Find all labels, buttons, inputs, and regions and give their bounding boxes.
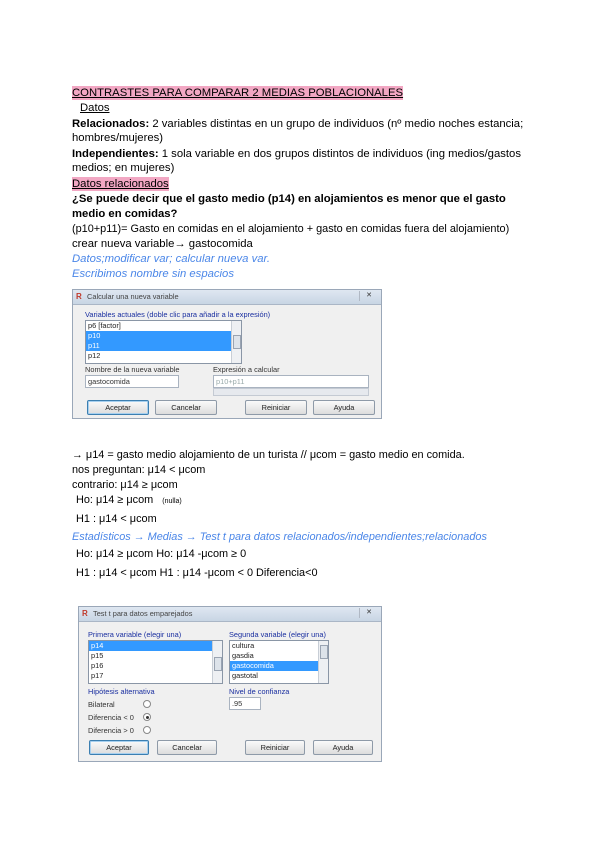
contrary-line: contrario: μ14 ≥ μcom [72,479,178,491]
list-item[interactable]: p6 [factor] [88,321,121,330]
current-vars-list[interactable] [85,320,242,364]
alt-option-bilateral-radio[interactable] [143,700,151,708]
compute-variable-dialog [72,289,382,419]
alt-option-greater-radio[interactable] [143,726,151,734]
second-variable-label: Segunda variable (elegir una) [229,630,326,639]
related-paragraph [72,117,523,131]
confidence-level-input[interactable]: .95 [229,697,261,710]
second-variable-list[interactable] [229,640,329,684]
dialog-title: Test t para datos emparejados [93,609,193,618]
list-item[interactable]: p10 [86,331,241,341]
h0-combined-line: Ho: μ14 ≥ μcom Ho: μ14 -μcom ≥ 0 [76,548,247,560]
dialog-titlebar [79,607,381,622]
close-icon[interactable]: ✕ [359,608,378,618]
h1-line: H1 : μ14 < μcom [76,513,157,525]
cancel-button[interactable]: Cancelar [155,400,217,415]
alt-option-bilateral-label: Bilateral [88,700,115,709]
name-note: Escribimos nombre sin espacios [72,268,234,280]
close-icon[interactable]: ✕ [359,291,378,301]
list-item[interactable]: p15 [91,651,104,660]
list-item[interactable]: p17 [91,671,104,680]
current-vars-label: Variables actuales (doble clic para añadir a la expresión) [85,310,271,319]
create-variable-line: crear nueva variable→ gastocomida [72,238,253,250]
help-button[interactable]: Ayuda [313,400,375,415]
list-item[interactable]: gastotal [232,671,258,680]
vertical-scrollbar[interactable] [318,641,328,683]
first-variable-list[interactable] [88,640,223,684]
dialog-titlebar [73,290,381,305]
test-path: Estadísticos → Medias → Test t para datos relacionados/independientes;relacionados [72,531,487,543]
rcommander-logo-icon: R [82,609,88,618]
horizontal-scrollbar[interactable] [213,388,369,396]
related-text-2: hombres/mujeres) [72,132,164,144]
list-item[interactable]: cultura [232,641,255,650]
mu-definition: → μ14 = gasto medio alojamiento de un turista // μcom = gasto medio en comida. [72,449,465,461]
list-item[interactable]: gastocomida [230,661,328,671]
vertical-scrollbar[interactable] [212,641,222,683]
scroll-thumb[interactable] [233,335,241,349]
question-line-1: ¿Se puede decir que el gasto medio (p14) en alojamientos es menor que el gasto [72,193,506,205]
list-item[interactable]: p12 [88,351,101,360]
question-line-2: medio en comidas? [72,208,178,220]
ok-button[interactable]: Aceptar [89,740,149,755]
h0-note: (nulla) [162,498,182,505]
h1-combined-line: H1 : μ14 < μcom H1 : μ14 -μcom < 0 Diferencia<0 [76,567,318,579]
cancel-button[interactable]: Cancelar [157,740,217,755]
first-variable-label: Primera variable (elegir una) [88,630,182,639]
reset-button[interactable]: Reiniciar [245,400,307,415]
independent-label: Independientes: [72,148,159,160]
help-button[interactable]: Ayuda [313,740,373,755]
ok-button[interactable]: Aceptar [87,400,149,415]
asked-line: nos preguntan: μ14 < μcom [72,464,206,476]
related-text: 2 variables distintas en un grupo de individuos (nº medio noches estancia; [149,118,524,130]
paired-t-test-dialog [78,606,382,762]
confidence-level-label: Nivel de confianza [229,687,290,696]
related-label: Relacionados: [72,118,150,130]
vertical-scrollbar[interactable] [231,321,241,363]
alt-option-less-label: Diferencia < 0 [88,713,134,722]
independent-text: 1 sola variable en dos grupos distintos de individuos (ing medios/gastos [158,148,521,160]
h0-text: Ho: μ14 ≥ μcom [76,494,154,506]
independent-text-2: medios; en mujeres) [72,162,175,174]
formula-line: (p10+p11)= Gasto en comidas en el alojamiento + gasto en comidas fuera del alojamiento) [72,223,510,235]
list-item[interactable]: p16 [91,661,104,670]
subheading-datos: Datos [80,102,110,114]
new-var-name-input[interactable]: gastocomida [85,375,179,388]
scroll-thumb[interactable] [320,645,328,659]
scroll-thumb[interactable] [214,657,222,671]
independent-paragraph [72,147,521,161]
page-title: CONTRASTES PARA COMPARAR 2 MEDIAS POBLACIONALES [72,87,404,99]
rcommander-logo-icon: R [76,292,82,301]
list-item[interactable]: gasdia [232,651,254,660]
reset-button[interactable]: Reiniciar [245,740,305,755]
alt-option-greater-label: Diferencia > 0 [88,726,134,735]
expression-input[interactable]: p10+p11 [213,375,369,388]
alternative-hypothesis-label: Hipótesis alternativa [88,687,155,696]
menu-path: Datos;modificar var; calcular nueva var. [72,253,270,265]
h0-line [76,493,182,509]
list-item[interactable]: p11 [86,341,241,351]
list-item[interactable]: p14 [89,641,222,651]
expression-label: Expresión a calcular [213,365,280,374]
alt-option-less-radio[interactable] [143,713,151,721]
section-related: Datos relacionados [72,178,169,190]
dialog-title: Calcular una nueva variable [87,292,179,301]
new-var-name-label: Nombre de la nueva variable [85,365,180,374]
